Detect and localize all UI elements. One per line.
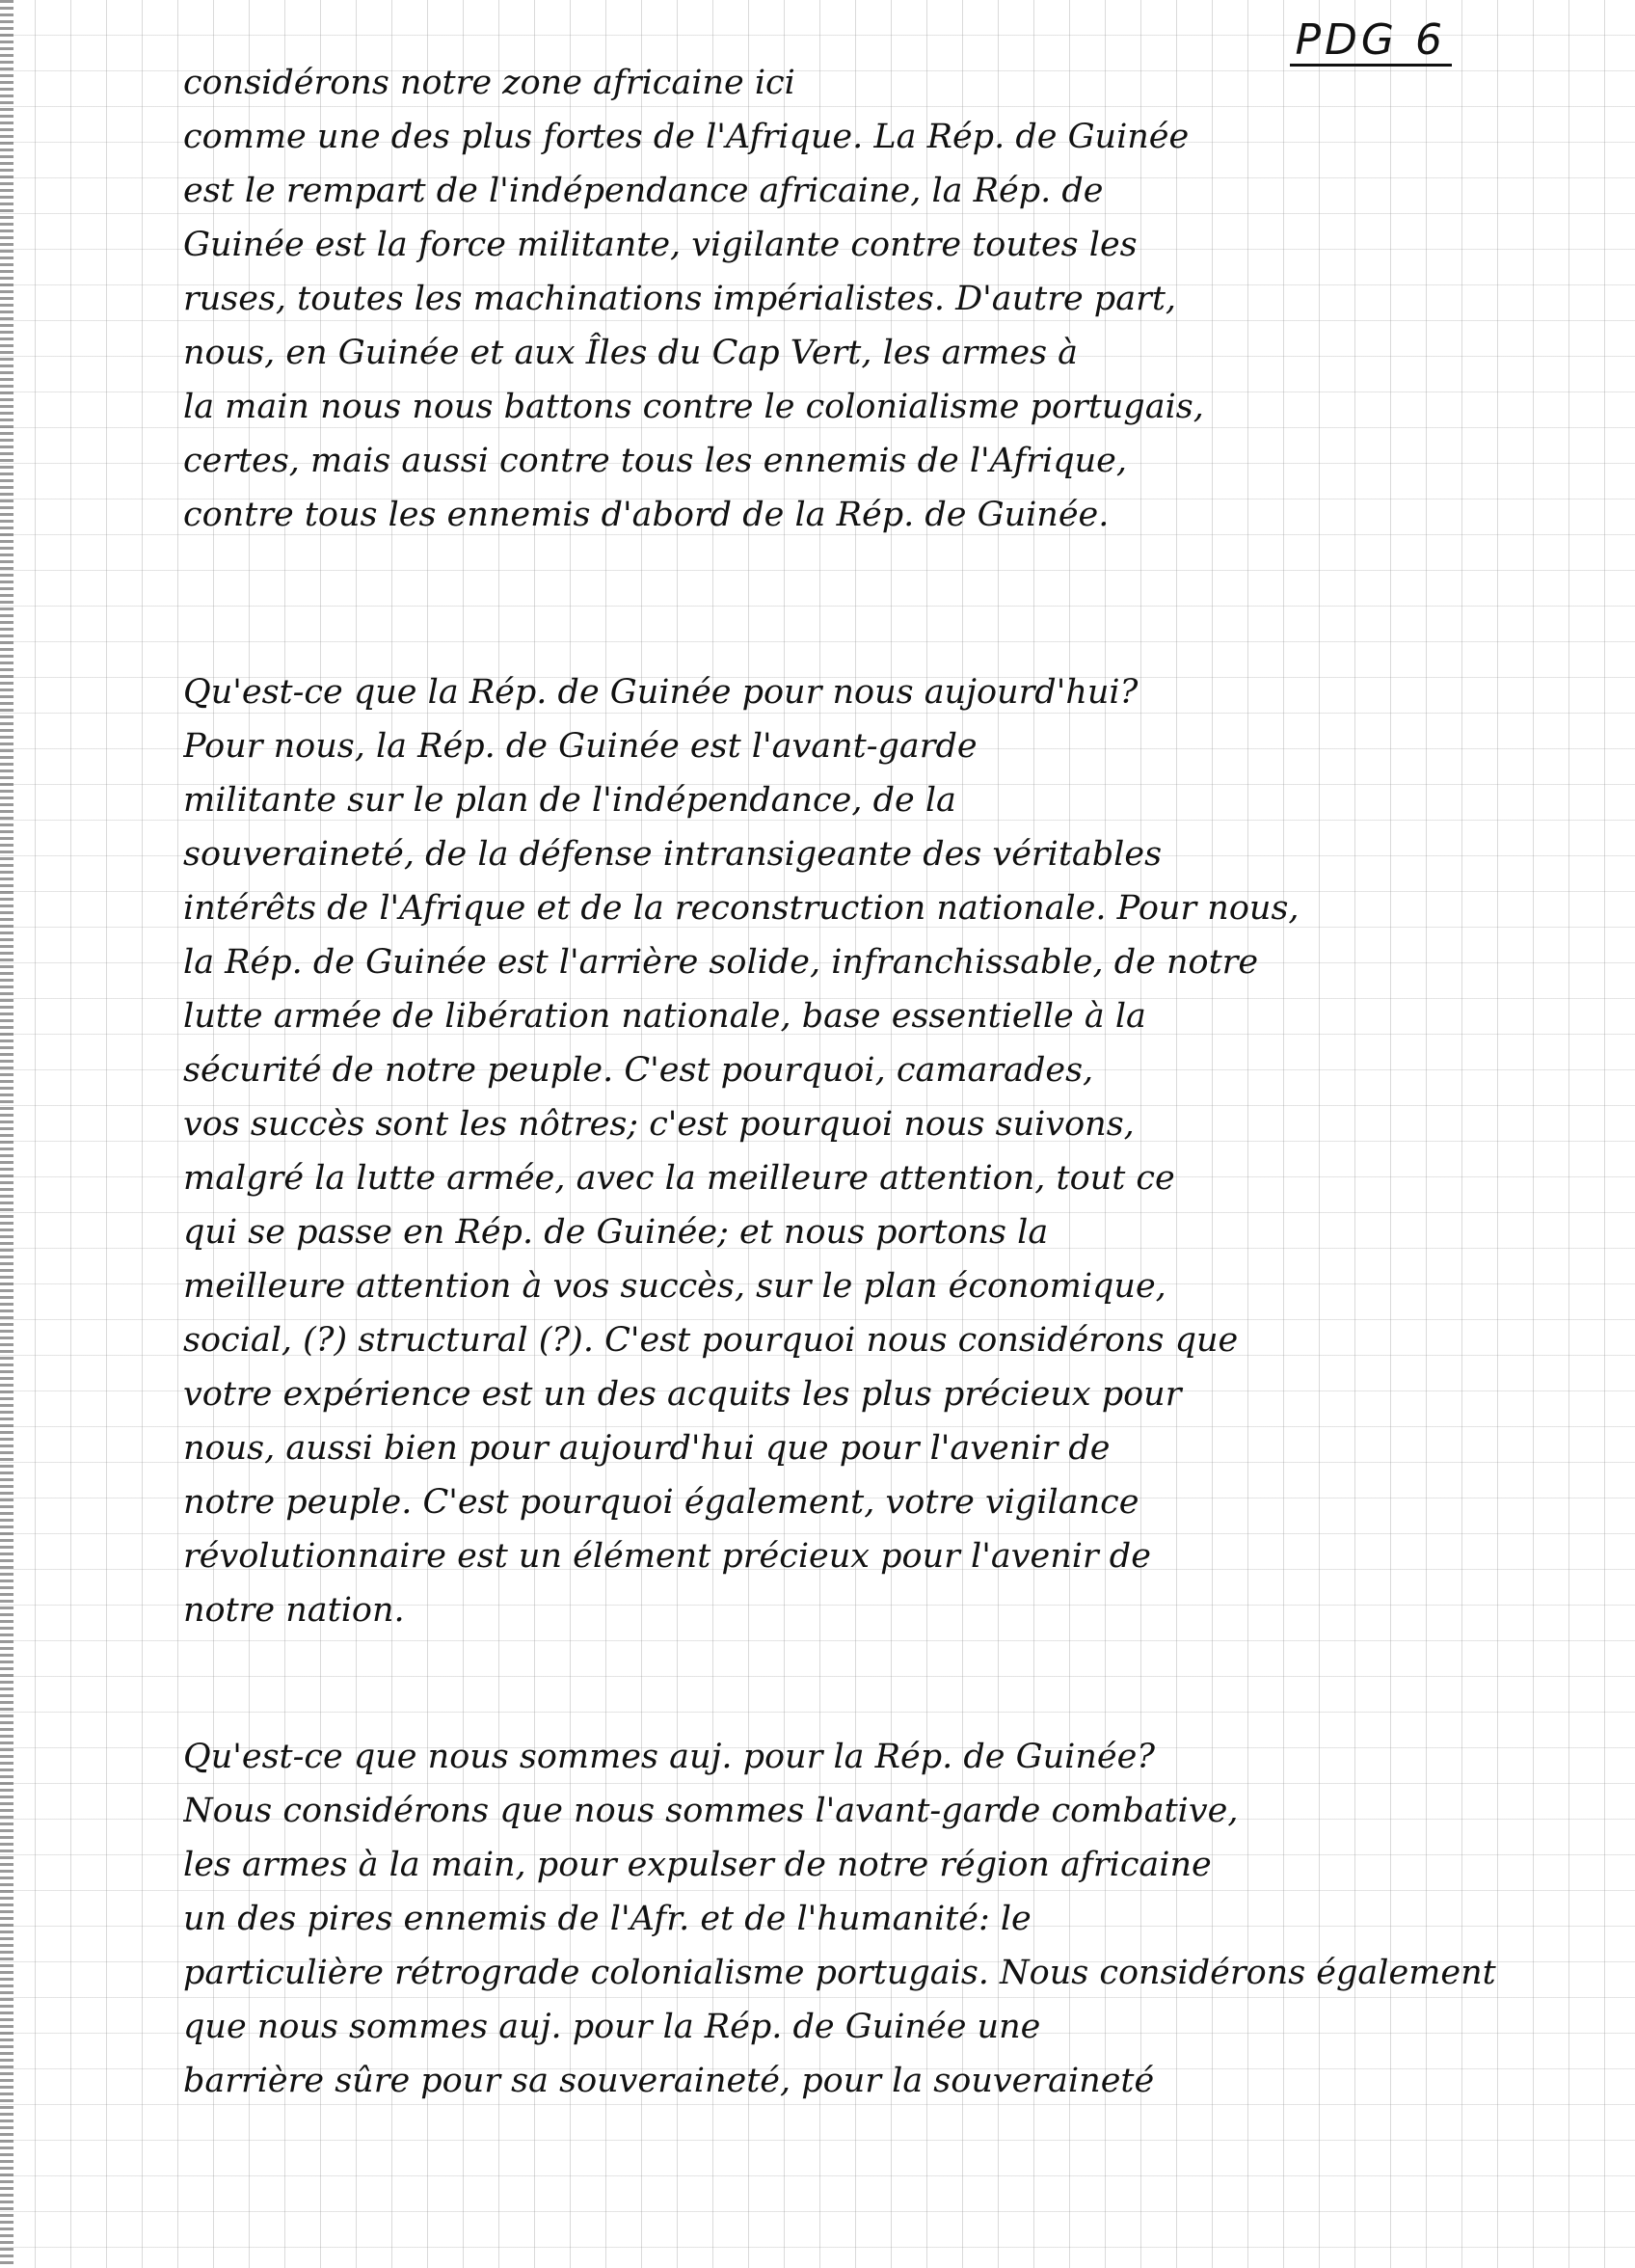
paragraph-2 (183, 665, 1552, 1637)
text-line: ruses, toutes les machinations impérialistes. D'autre part, (183, 280, 1177, 318)
text-line: révolutionnaire est un élément précieux pour l'avenir de (183, 1537, 1151, 1576)
text-line: les armes à la main, pour expulser de notre région africaine (183, 1846, 1212, 1884)
text-line: social, (?) structural (?). C'est pourquoi nous considérons que (183, 1321, 1239, 1360)
text-line: lutte armée de libération nationale, base essentielle à la (183, 997, 1146, 1036)
text-line: que nous sommes auj. pour la Rép. de Guinée une (183, 2008, 1041, 2046)
text-line: contre tous les ennemis d'abord de la Rép. de Guinée. (183, 496, 1110, 534)
text-line: qui se passe en Rép. de Guinée; et nous portons la (183, 1213, 1049, 1252)
text-line: votre expérience est un des acquits les plus précieux pour (183, 1375, 1182, 1414)
text-line: particulière rétrograde colonialisme portugais. Nous considérons également (183, 1954, 1496, 1992)
text-line: notre peuple. C'est pourquoi également, votre vigilance (183, 1483, 1139, 1522)
text-line: militante sur le plan de l'indépendance, de la (183, 781, 956, 820)
text-line: certes, mais aussi contre tous les ennemis de l'Afrique, (183, 442, 1127, 480)
text-line: est le rempart de l'indépendance africaine, la Rép. de (183, 172, 1104, 210)
text-line: barrière sûre pour sa souveraineté, pour la souveraineté (183, 2062, 1155, 2100)
text-line: intérêts de l'Afrique et de la reconstruction nationale. Pour nous, (183, 889, 1300, 928)
text-line: un des pires ennemis de l'Afr. et de l'humanité: le (183, 1900, 1032, 1938)
text-line: la Rép. de Guinée est l'arrière solide, infranchissable, de notre (183, 943, 1259, 982)
text-line: Qu'est-ce que la Rép. de Guinée pour nous aujourd'hui? (183, 673, 1139, 712)
text-line: considérons notre zone africaine ici (183, 64, 795, 102)
paragraph-1 (183, 56, 1552, 542)
text-line: Pour nous, la Rép. de Guinée est l'avant-garde (183, 727, 978, 766)
binding-edge (0, 0, 13, 2268)
text-line: meilleure attention à vos succès, sur le plan économique, (183, 1267, 1166, 1306)
text-line: souveraineté, de la défense intransigeante des véritables (183, 835, 1163, 874)
text-line: nous, aussi bien pour aujourd'hui que pour l'avenir de (183, 1429, 1111, 1468)
paragraph-3 (183, 1730, 1552, 2108)
text-line: sécurité de notre peuple. C'est pourquoi, camarades, (183, 1051, 1094, 1090)
text-line: Nous considérons que nous sommes l'avant-garde combative, (183, 1792, 1239, 1830)
text-line: vos succès sont les nôtres; c'est pourquoi nous suivons, (183, 1105, 1135, 1144)
text-line: notre nation. (183, 1591, 405, 1630)
text-line: comme une des plus fortes de l'Afrique. La Rép. de Guinée (183, 118, 1190, 156)
text-line: Qu'est-ce que nous sommes auj. pour la Rép. de Guinée? (183, 1738, 1156, 1776)
text-line: malgré la lutte armée, avec la meilleure attention, tout ce (183, 1159, 1175, 1198)
text-line: nous, en Guinée et aux Îles du Cap Vert, les armes à (183, 334, 1079, 372)
text-line: la main nous nous battons contre le colonialisme portugais, (183, 388, 1204, 426)
text-line: Guinée est la force militante, vigilante contre toutes les (183, 226, 1138, 264)
page-reference: PDG 6 (1290, 17, 1453, 67)
